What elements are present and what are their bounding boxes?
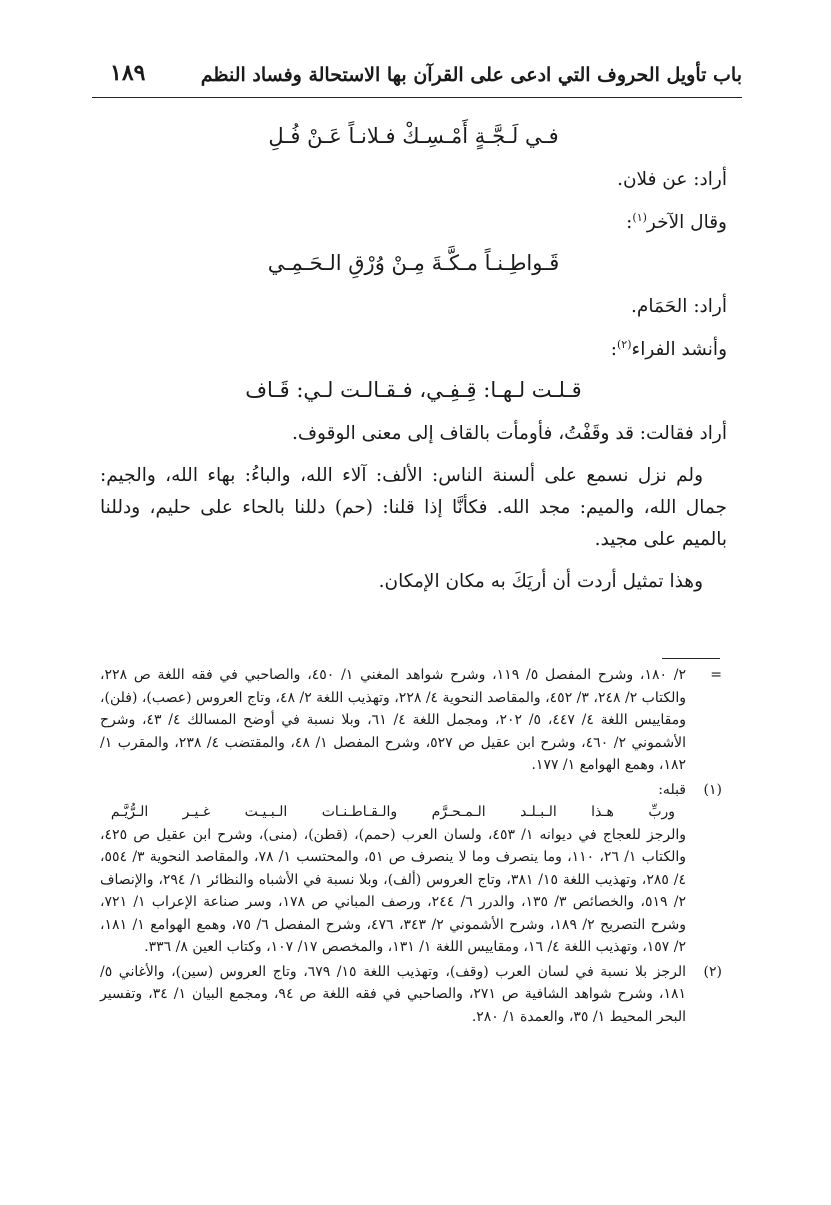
text-line-2-end: :: [626, 212, 633, 234]
text-line-2-text: وقال الآخر: [646, 212, 727, 234]
paragraph-2: وهذا تمثيل أردت أن أريَكَ به مكان الإمكان.: [378, 571, 703, 593]
footnote-1-text: والرجز للعجاج في ديوانه ١/ ٤٥٣، ولسان العرب (حمم)، (قطن)، (منى)، وشرح ابن عقيل ص ٤٢٥، والكتاب ١/ ٢٦، ١١٠، وما ينصرف وما لا ينصرف ص ٥١، والمحتسب ١/ ٧٨، والمقاصد النحوية ٣/ ٥٥٤، ٤/ ٢٨٥، وتهذيب اللغة ١٥/ ٣٨١، وتاج العروس (ألف)، وبلا نسبة في الأشباه والنظائر ١/ ٢٩٤، والإنصاف ٢/ ٥١٩، والخصائص ٣/ ١٣٥، والدرر ٦/ ٢٤٤، ورصف المباني ص ١٧٨، وسر صناعة الإعراب ١/ ٧٢١، وشرح التصريح ٢/ ١٨٩، وشرح الأشموني ٢/ ٣٤٣، ٤٧٦، وشرح المفصل ٦/ ٧٥، وهمع الهوامع ١/ ١٨١، ٢/ ١٥٧، وتهذيب اللغة ٤/ ١٦، ومقاييس اللغة ١/ ١٣١، والمخصص ١٧/ ١٠٧، وكتاب العين ٨/ ٣٣٦.: [100, 826, 687, 955]
footnote-2: [100, 961, 722, 1029]
verse-2: قَـواطِـنـاً مـكَّـةَ مِـنْ وُرْقِ الـحَـمِـي: [267, 251, 560, 276]
text-line-5: أراد فقالت: قد وقَفْتُ، فأومأت بالقاف إلى معنى الوقوف.: [292, 423, 727, 445]
footnote-ref-2: (٢): [616, 338, 632, 352]
footnote-2-text: الرجز بلا نسبة في لسان العرب (وقف)، وتهذيب اللغة ١٥/ ٦٧٩، وتاج العروس (سين)، والأغاني ٥/ ١٨١، وشرح شواهد الشافية ص ٢٧١، والصاحبي في فقه اللغة ص ٩٤، ومجمع البيان ١/ ٣٤، وتفسير البحر المحيط ١/ ٣٥، والعمدة ١/ ٢٨٠.: [100, 963, 686, 1025]
text-line-4-text: وأنشد الفراء: [631, 339, 727, 361]
footnote-continued-text: ٢/ ١٨٠، وشرح المفصل ٥/ ١١٩، وشرح شواهد المغني ١/ ٤٥٠، والصاحبي في فقه اللغة ص ٢٢٨، والكتاب ٢/ ٢٤٨، ٣/ ٤٥٢، والمقاصد النحوية ٤/ ٢٢٨، وتهذيب اللغة ٢/ ٤٨، وتاج العروس (عصب)، (فلن)، ومقاييس اللغة ٤/ ٤٤٧، ٥/ ٢٠٢، ومجمل اللغة ٤/ ٦١، وبلا نسبة في أوضح المسالك ٤/ ٤٣، وشرح الأشموني ٢/ ٤٦٠، وشرح ابن عقيل ص ٥٢٧، وشرح المفصل ١/ ٤٨، والمقتضب ٤/ ٢٣٨، والمقرب ١/ ١٨٢، وهمع الهوامع ١/ ١٧٧.: [100, 667, 687, 773]
text-line-1: أراد: عن فلان.: [617, 169, 727, 190]
header-rule: [92, 97, 742, 98]
footnotes: [100, 664, 722, 1030]
footnote-2-mark: (٢): [703, 963, 722, 980]
text-line-2: [100, 202, 727, 239]
page-number: ١٨٩: [110, 60, 146, 86]
running-header: [92, 56, 742, 96]
footnote-1-mark: (١): [703, 781, 722, 798]
text-line-4-end: :: [610, 339, 617, 361]
footnote-ref-1: (١): [632, 211, 647, 224]
footnote-continued: [100, 664, 722, 777]
footnote-1-verse: وربِّ هـذا الـبـلـد الـمـحـرَّم والـقـاطـنـات الـبـيـت غـيـر الـرُّيَّـم: [110, 804, 676, 820]
text-line-4: [100, 329, 727, 366]
paragraph-1: ولم نزل نسمع على ألسنة الناس: الألف: آلاء الله، والباءُ: بهاء الله، والجيم: جمال الله، والميم: مجد الله. فكأنَّا إذا قلنا: (حم) دللنا بالحاء على حليم، ودللنا بالميم على مجيد.: [100, 465, 727, 551]
verse-3: قـلـت لـهـا: قِـفِـي، فـقـالـت لـي: قَـاف: [245, 378, 582, 403]
main-text: [100, 112, 727, 598]
verse-1: فـي لَـجَّـةٍ أَمْـسِـكْ فـلانـاً عَـنْ فُـلِ: [268, 124, 559, 148]
footnote-1-intro: قبله:: [658, 781, 686, 798]
footnote-separator: [662, 658, 720, 659]
chapter-title: باب تأويل الحروف التي ادعى على القرآن بها الاستحالة وفساد النظم: [200, 64, 742, 86]
text-line-3: أراد: الحَمَام.: [631, 296, 727, 318]
footnote-continued-mark: =: [710, 667, 722, 683]
footnote-1: [100, 779, 722, 959]
